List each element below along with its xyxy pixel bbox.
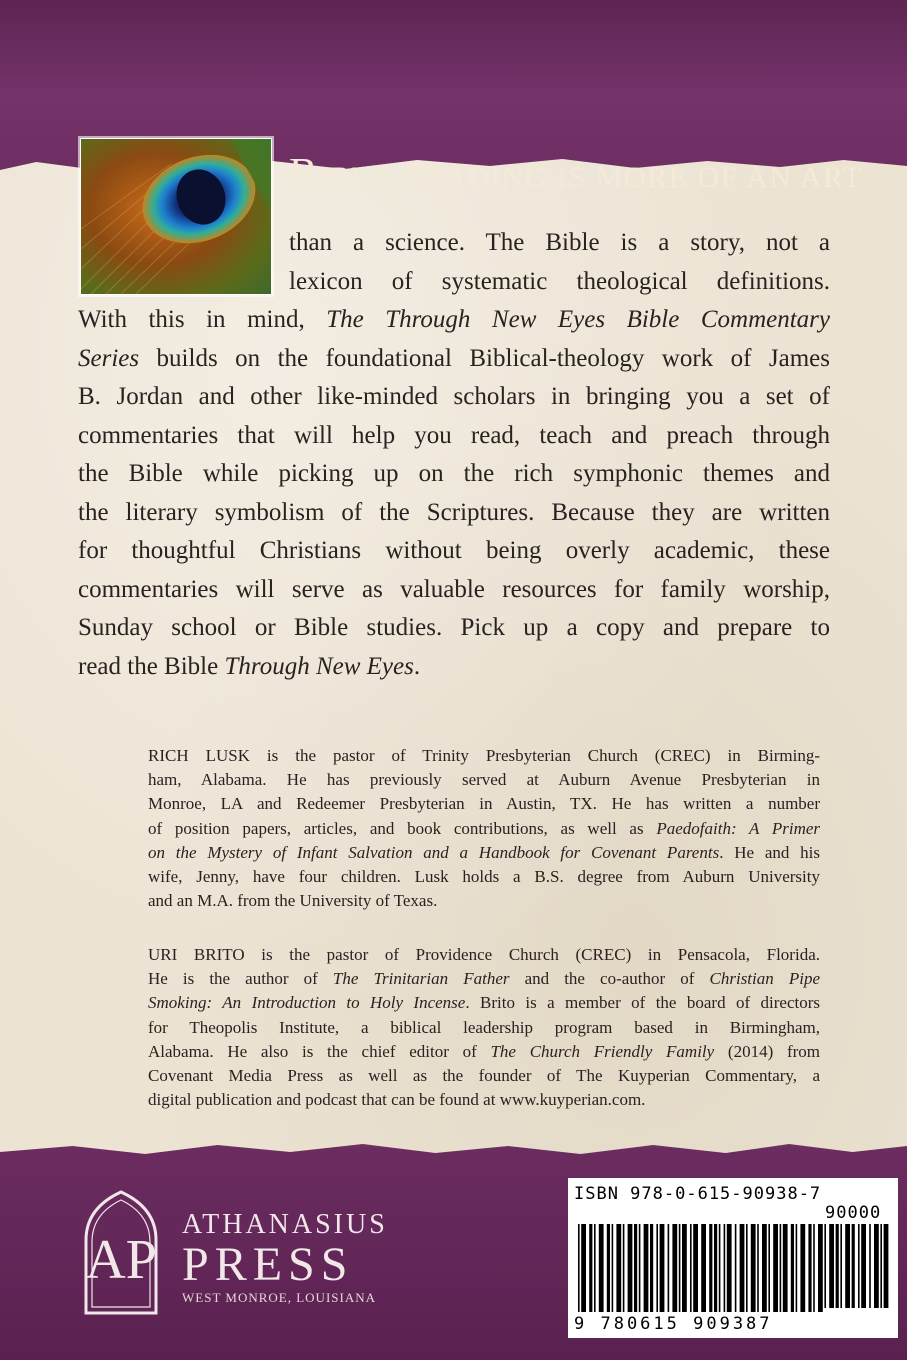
text-line <box>148 943 820 967</box>
text-segment: the literary symbolism of the Scriptures. Because they are written <box>78 498 830 526</box>
isbn-label: ISBN 978-0-615-90938-7 <box>574 1184 822 1204</box>
barcode-bar <box>762 1224 767 1312</box>
text-segment: for Theopolis Institute, a biblical leadership program based in Birmingham, <box>148 1017 820 1037</box>
text-segment: read the Bible <box>78 652 225 680</box>
text-line <box>148 768 820 792</box>
ean-label: 9 780615 909387 <box>574 1314 773 1334</box>
dropcap-letter: B <box>289 151 319 197</box>
text-segment: commentaries will serve as valuable resources for family worship, <box>78 575 830 603</box>
barcode-bar <box>714 1224 717 1312</box>
text-line <box>78 648 830 687</box>
text-segment: Monroe, LA and Redeemer Presbyterian in Austin, TX. He has written a number <box>148 794 820 814</box>
intro-paragraph <box>78 301 830 686</box>
italic-title: Paedofaith: A Primer <box>656 818 821 838</box>
price-addon-label: 90000 <box>825 1203 882 1223</box>
barcode-bar <box>751 1224 756 1312</box>
barcode-bar <box>840 1224 842 1308</box>
text-segment: builds on the foundational Biblical-theology work of James <box>139 344 830 372</box>
text-segment: . He and his <box>719 842 820 862</box>
barcode-bar <box>874 1224 879 1308</box>
barcode-bar <box>690 1224 692 1312</box>
barcode-bars <box>574 1224 892 1312</box>
text-segment: (2014) from <box>714 1041 820 1061</box>
barcode-bar <box>616 1224 621 1312</box>
barcode-bar <box>808 1224 811 1312</box>
text-line <box>148 1064 820 1088</box>
barcode-bar <box>634 1224 637 1312</box>
barcode-bar <box>693 1224 698 1312</box>
barcode-bar <box>783 1224 788 1312</box>
text-segment: of position papers, articles, and book contributions, as well as <box>148 818 657 838</box>
text-line <box>78 301 830 340</box>
barcode-bar <box>791 1224 794 1312</box>
italic-title: The Church Friendly Family <box>490 1041 715 1061</box>
text-line <box>148 1040 820 1064</box>
italic-title: Series <box>78 344 140 372</box>
text-segment: URI BRITO is the pastor of Providence Church (CREC) in Pensacola, Florida. <box>148 945 820 964</box>
italic-title: The Through New Eyes Bible Commentary <box>326 306 830 333</box>
peacock-feather-image <box>80 138 272 295</box>
text-line <box>78 532 830 571</box>
text-segment: ham, Alabama. He has previously served at Auburn Avenue Presbyterian in <box>148 770 820 790</box>
barcode-bar <box>780 1224 782 1312</box>
text-segment: for thoughtful Christians without being overly academic, these <box>78 537 830 564</box>
barcode-bar <box>623 1224 625 1312</box>
text-line <box>78 378 830 417</box>
barcode-bar <box>727 1224 732 1312</box>
barcode-bar <box>757 1224 759 1312</box>
bio-uri-brito <box>148 943 820 1112</box>
barcode-bar <box>719 1224 721 1312</box>
publisher-name-line1: ATHANASIUS <box>182 1209 388 1240</box>
intro-line: than a science. The Bible is a story, not a <box>289 229 830 256</box>
text-line <box>148 865 820 889</box>
barcode-bar <box>796 1224 798 1312</box>
barcode-bar <box>679 1224 681 1312</box>
text-segment: Sunday school or Bible studies. Pick up a copy and prepare to <box>78 614 830 641</box>
text-segment: digital publication and podcast that can be found at www.kuyperian.com. <box>148 1090 646 1110</box>
text-line <box>78 609 830 648</box>
barcode-bar <box>607 1224 610 1312</box>
text-line <box>78 340 830 379</box>
barcode-bar <box>612 1224 614 1312</box>
athanasius-press-logo <box>80 1190 162 1315</box>
barcode-bar <box>813 1224 815 1312</box>
bio-rich-lusk <box>148 744 820 913</box>
text-segment: He is the author of <box>148 969 333 989</box>
barcode-bar <box>880 1224 882 1308</box>
barcode-bar <box>852 1224 855 1308</box>
barcode-bar <box>845 1224 850 1308</box>
barcode-bar <box>800 1224 805 1312</box>
barcode-bar <box>740 1224 745 1312</box>
barcode-bar <box>594 1224 596 1312</box>
text-line <box>148 991 820 1015</box>
text-segment: B. Jordan and other like-minded scholars in bringing you a set of <box>78 383 830 410</box>
text-segment: . Brito is a member of the board of directors <box>465 993 821 1013</box>
barcode-bar <box>709 1224 712 1312</box>
barcode-bar <box>829 1224 834 1308</box>
barcode-bar <box>644 1224 649 1312</box>
publisher-location: WEST MONROE, LOUISIANA <box>182 1290 377 1305</box>
barcode-bar <box>824 1224 826 1308</box>
text-segment: the Bible while picking up on the rich symphonic themes and <box>78 460 830 487</box>
barcode-bar <box>660 1224 665 1312</box>
text-line <box>78 417 830 456</box>
text-line <box>78 494 830 533</box>
logo-letters: AP <box>85 1229 157 1291</box>
top-purple-band <box>0 0 907 160</box>
barcode-bar <box>861 1224 866 1308</box>
barcode-bar <box>650 1224 653 1312</box>
text-segment: wife, Jenny, have four children. Lusk holds a B.S. degree from Auburn University <box>148 867 820 887</box>
text-line <box>78 455 830 494</box>
text-segment: RICH LUSK is the pastor of Trinity Presbyterian Church (CREC) in Birming- <box>148 746 820 765</box>
intro-paragraph-top <box>289 224 830 301</box>
text-segment: Covenant Media Press as well as the founder of The Kuyperian Commentary, a <box>148 1066 820 1086</box>
barcode-box <box>568 1178 898 1338</box>
barcode-bar <box>773 1224 778 1312</box>
publisher-name-line2: PRESS <box>182 1238 354 1291</box>
barcode-bar <box>656 1224 658 1312</box>
text-segment: commentaries that will help you read, teach and preach through <box>78 421 830 449</box>
text-line <box>148 744 820 768</box>
text-line <box>148 1016 820 1040</box>
text-segment: With this in mind, <box>78 306 327 333</box>
opening-line <box>289 150 863 198</box>
barcode-bar <box>578 1224 580 1312</box>
barcode-bar <box>668 1224 670 1312</box>
italic-title: on the Mystery of Infant Salvation and a Handbook for Covenant Parents <box>148 842 720 862</box>
italic-title: The Trinitarian Father <box>332 969 510 989</box>
barcode-bar <box>836 1224 839 1308</box>
intro-line: lexicon of systematic theological definitions. <box>289 267 830 295</box>
italic-title: Through New Eyes <box>224 652 414 680</box>
text-segment: . <box>413 652 421 680</box>
barcode-bar <box>858 1224 860 1308</box>
dropcap-rest: IBLE-READING IS MORE OF AN ART <box>318 161 863 194</box>
barcode-bar <box>581 1224 586 1312</box>
barcode-bar <box>589 1224 592 1312</box>
text-line <box>148 1088 820 1112</box>
text-segment: and the co-author of <box>509 969 710 989</box>
text-line <box>148 889 820 913</box>
barcode-bar <box>628 1224 633 1312</box>
barcode-bar <box>818 1224 823 1312</box>
barcode-bar <box>768 1224 770 1312</box>
barcode-bar <box>639 1224 641 1312</box>
text-line <box>148 817 820 841</box>
italic-title: Smoking: An Introduction to Holy Incense <box>148 993 466 1013</box>
barcode-bar <box>884 1224 889 1308</box>
barcode-bar <box>682 1224 687 1312</box>
text-line <box>148 841 820 865</box>
italic-title: Christian Pipe <box>709 969 820 989</box>
text-line <box>148 792 820 816</box>
barcode-bar <box>869 1224 871 1308</box>
barcode-bar <box>672 1224 677 1312</box>
barcode-bar <box>599 1224 604 1312</box>
barcode-bar <box>735 1224 737 1312</box>
barcode-bar <box>746 1224 748 1312</box>
barcode-bar <box>701 1224 706 1312</box>
text-line <box>148 967 820 991</box>
text-segment: Alabama. He also is the chief editor of <box>148 1041 491 1061</box>
barcode-bar <box>724 1224 726 1312</box>
text-line <box>78 571 830 610</box>
text-segment: and an M.A. from the University of Texas. <box>148 891 438 911</box>
